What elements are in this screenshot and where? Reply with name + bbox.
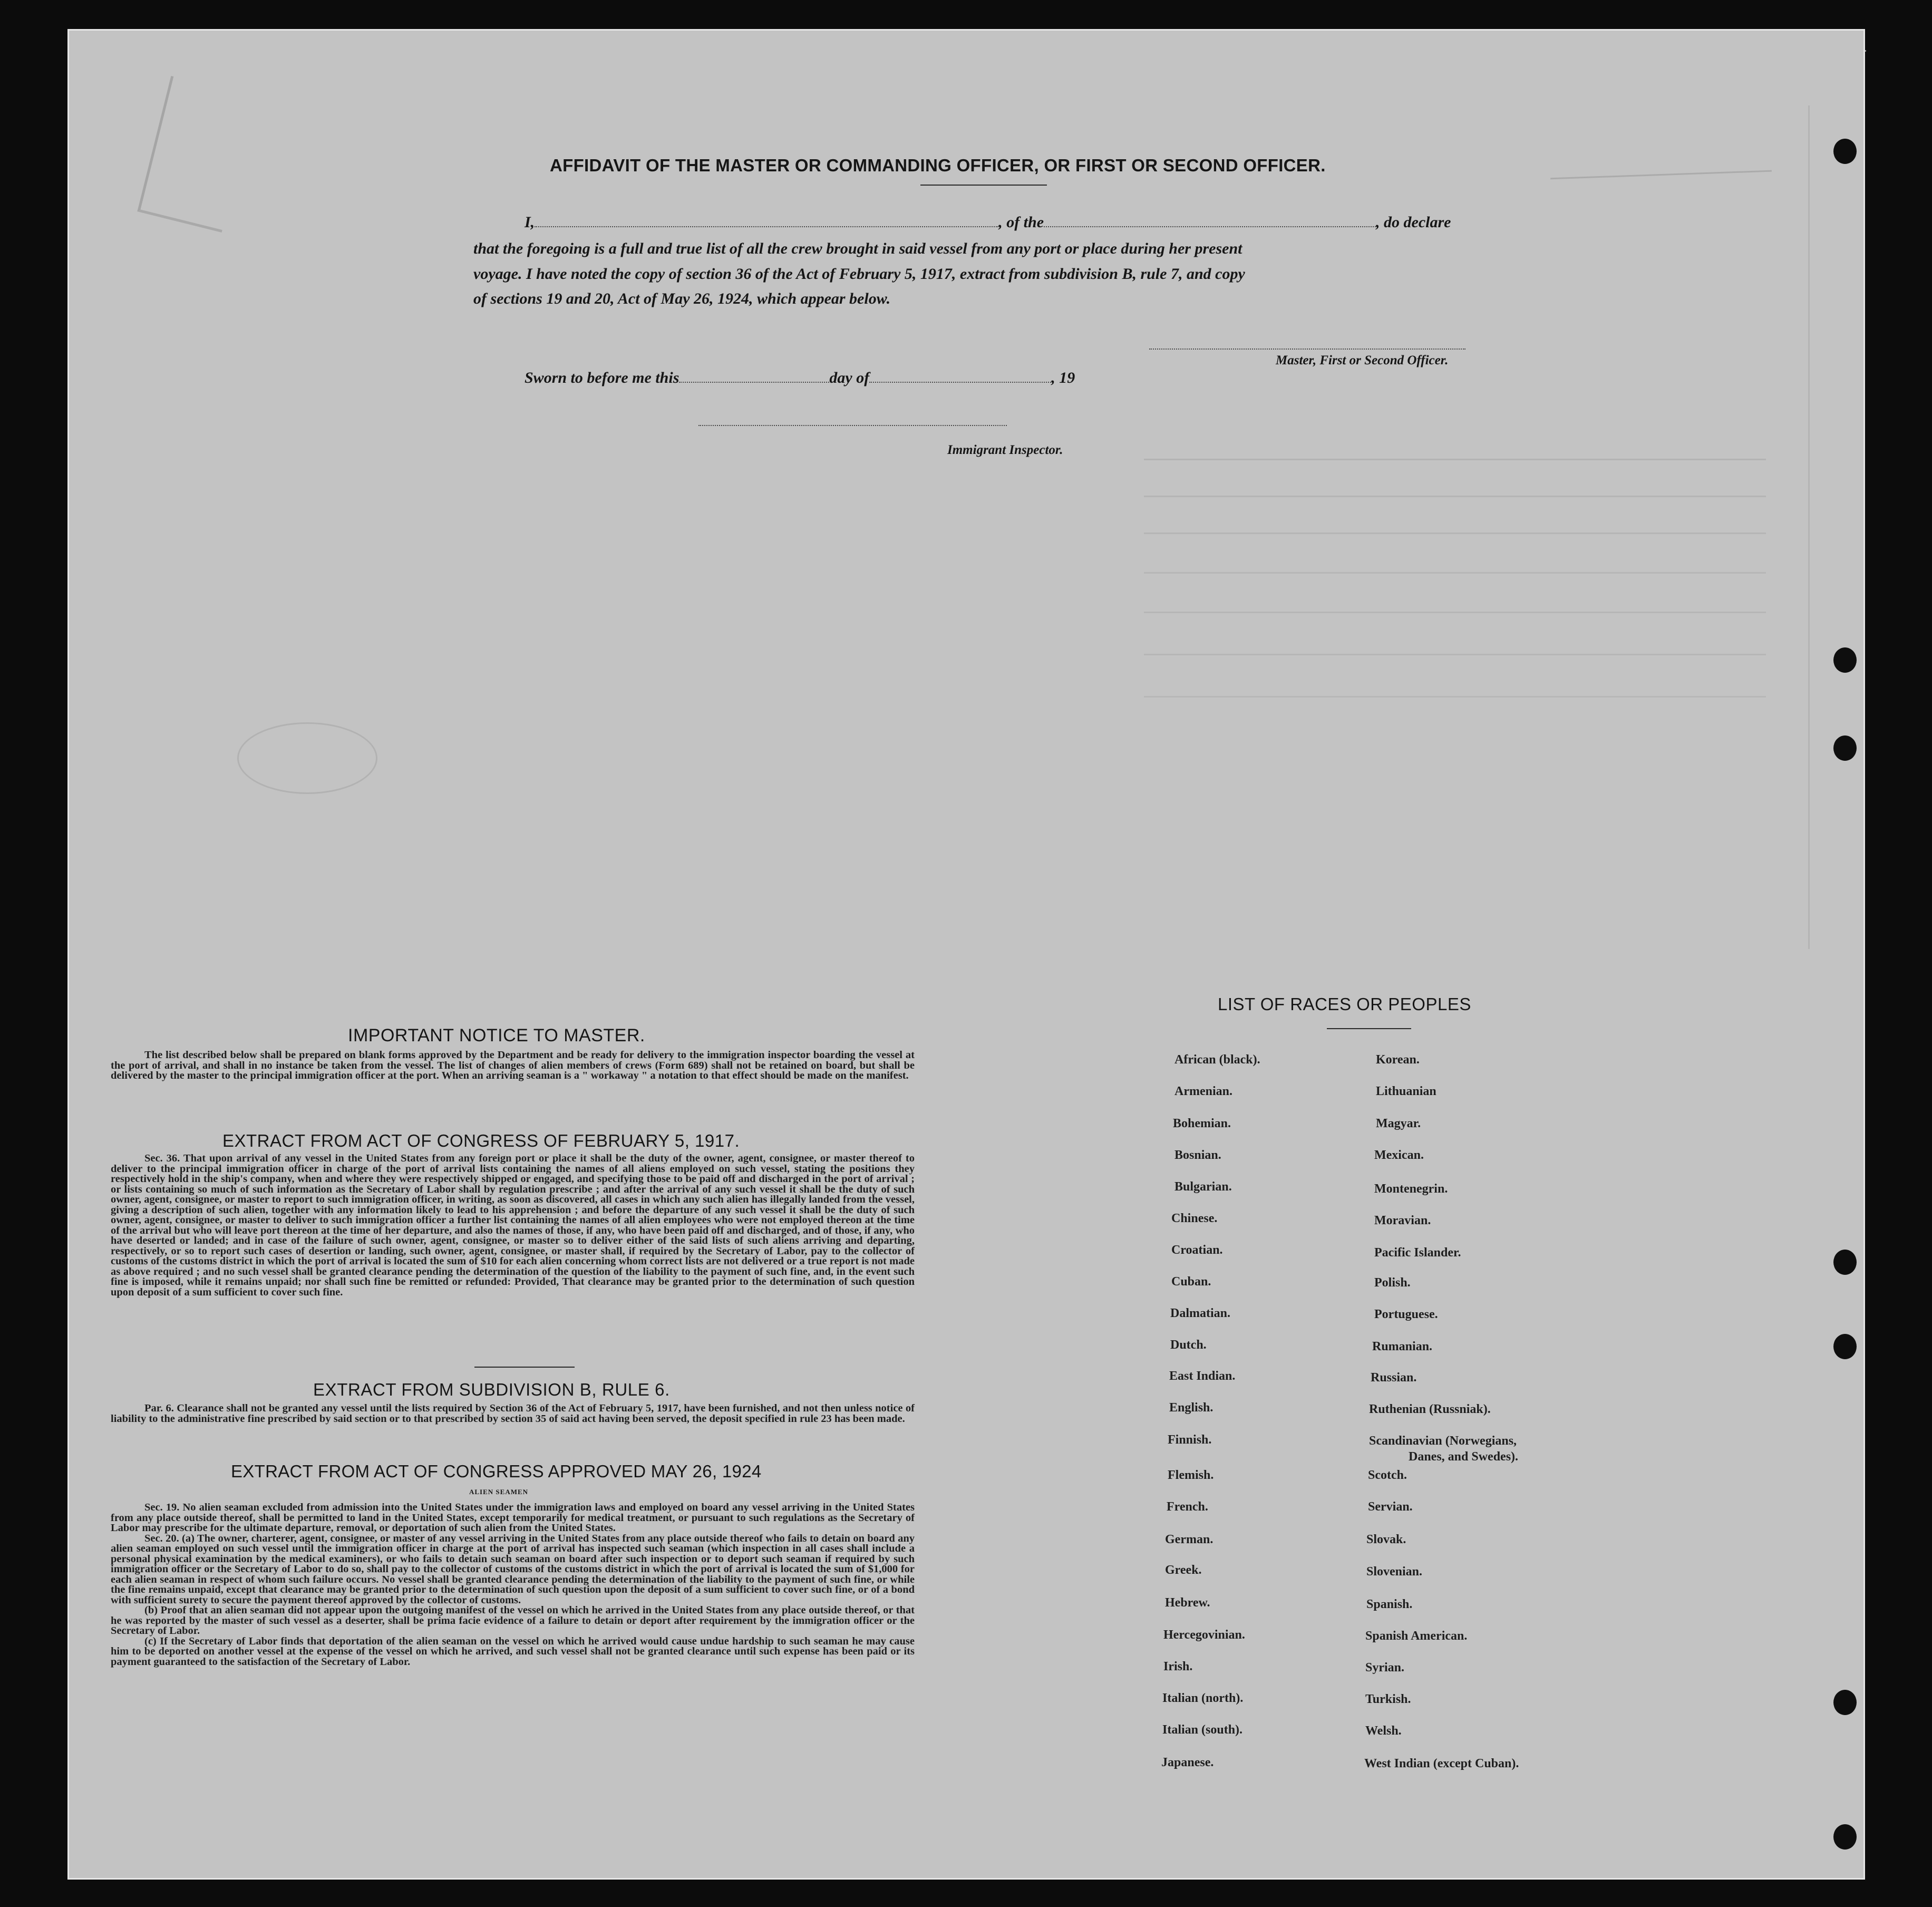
affidavit-line-1 bbox=[525, 214, 1451, 231]
sworn-day-of: day of bbox=[829, 369, 870, 386]
race-right-item: Ruthenian (Russniak). bbox=[1369, 1402, 1491, 1416]
race-left-item: Finnish. bbox=[1168, 1433, 1212, 1447]
punch-hole bbox=[1833, 647, 1857, 673]
extract-1924-subheading: ALIEN SEAMEN bbox=[469, 1488, 529, 1496]
race-left-item: Bosnian. bbox=[1174, 1148, 1221, 1162]
race-left-item: East Indian. bbox=[1169, 1369, 1236, 1383]
extract-rule6-text: Par. 6. Clearance shall not be granted any vessel until the lists required by Section 36 of the Act of February 5, 1917, have been furnished, and not then unless notice of liability to the administrative fine prescribed by said section or to that prescribed by section 35 of said act having been served, the deposit specified in rule 23 has been made. bbox=[111, 1402, 915, 1425]
sworn-line bbox=[525, 369, 1075, 387]
race-left-item: Chinese. bbox=[1171, 1212, 1218, 1225]
extract-1924-heading: EXTRACT FROM ACT OF CONGRESS APPROVED MAY 26, 1924 bbox=[231, 1461, 762, 1481]
punch-hole bbox=[1833, 139, 1857, 164]
punch-hole bbox=[1833, 735, 1857, 761]
race-right-item: Polish. bbox=[1374, 1276, 1411, 1290]
section-divider bbox=[474, 1367, 575, 1368]
affidavit-title: AFFIDAVIT OF THE MASTER OR COMMANDING OFFICER, OR FIRST OR SECOND OFFICER. bbox=[550, 156, 1326, 175]
inspector-signature-field[interactable] bbox=[698, 422, 1007, 426]
affidavit-line-3: voyage. I have noted the copy of section 36 of the Act of February 5, 1917, extract from subdivision B, rule 7, and copy bbox=[473, 265, 1245, 283]
race-right-item: Mexican. bbox=[1374, 1148, 1424, 1162]
affidavit-line-2: that the foregoing is a full and true list of all the crew brought in said vessel from any port or place during her present bbox=[473, 240, 1242, 257]
punch-hole bbox=[1833, 1250, 1857, 1275]
race-right-item: West Indian (except Cuban). bbox=[1364, 1757, 1519, 1770]
extract-1917-text: Sec. 36. That upon arrival of any vessel in the United States from any foreign port or place it shall be the duty of the owner, agent, consignee, or master thereof to deliver to the principal immigration officer in charge of the port of arrival lists containing the names of all aliens employed on such vessel, stating the positions they respectively hold in the ship's company, when and where they were respectively shipped or engaged, and specifying those to be paid off and discharged in the port of arrival ; or lists containing so much of such information as the Secretary of Labor shall by regulation prescribe ; and after the arrival of any such vessel it shall be the duty of such owner, agent, consignee, or master to report to such immigration officer, in writing, as soon as discovered, all cases in which any such alien has illegally landed from the vessel, giving a description of such alien, together with any information likely to lead to his apprehension ; and before the departure of any such vessel it shall be the duty of such owner, agent, consignee, or master to deliver to such immigration officer a further list containing the names of all alien employees who were not employed thereon at the time of the arrival but who will leave port thereon at the time of her departure, and also the names of those, if any, who have been paid off and discharged, and of those, if any, who have deserted or landed; and in case of the failure of such owner, agent, consignee, or master so to deliver either of the said lists of such aliens arriving and departing, respectively, or so to report such cases of desertion or landing, such owner, agent, consignee, or master shall, if required by the Secretary of Labor, pay to the collector of customs of the customs district in which the port of arrival is located the sum of $10 for each alien concerning whom correct lists are not delivered or a true report is not made as above required ; and no such vessel shall be granted clearance pending the determination of the question of the liability to the payment of such fine, and, in the event such fine is imposed, while it remains unpaid; nor shall such fine be remitted or refunded: Provided, That clearance may be granted prior to the determination of such question upon deposit of a sum sufficient to cover such fine. bbox=[111, 1153, 915, 1298]
race-right-item: Syrian. bbox=[1365, 1661, 1405, 1674]
affidavit-i-label: I, bbox=[525, 214, 535, 231]
race-right-item: Magyar. bbox=[1376, 1117, 1421, 1130]
sworn-prefix: Sworn to before me this bbox=[525, 369, 679, 386]
extract-rule6-heading: EXTRACT FROM SUBDIVISION B, RULE 6. bbox=[313, 1380, 670, 1399]
extract-1924-sec20b: (b) Proof that an alien seaman did not appear upon the outgoing manifest of the vessel on which he arrived in the United States from any place outside thereof, or that he was reported by the master of such vessel as a deserter, shall be prima facie evidence of a failure to detain or deport after requirement by the immigration officer or the Secretary of Labor. bbox=[111, 1604, 915, 1637]
race-right-item: Pacific Islander. bbox=[1374, 1246, 1461, 1260]
extract-1917-body bbox=[111, 1154, 915, 1298]
affidavit-declare-label: , do declare bbox=[1376, 214, 1451, 231]
important-notice-body bbox=[111, 1050, 915, 1081]
race-right-item: Lithuanian bbox=[1376, 1085, 1436, 1098]
sworn-day-field[interactable] bbox=[679, 379, 829, 383]
race-left-item: Bohemian. bbox=[1173, 1117, 1231, 1130]
race-left-item: Dalmatian. bbox=[1170, 1306, 1230, 1320]
race-left-item: French. bbox=[1167, 1500, 1208, 1514]
race-right-item: Moravian. bbox=[1374, 1214, 1431, 1227]
affidavit-of-the-label: , of the bbox=[998, 214, 1044, 231]
race-left-item: Japanese. bbox=[1161, 1756, 1214, 1769]
extract-1917-heading: EXTRACT FROM ACT OF CONGRESS OF FEBRUARY 5, 1917. bbox=[222, 1131, 740, 1150]
race-left-item: Cuban. bbox=[1171, 1275, 1211, 1289]
race-right-item: Turkish. bbox=[1365, 1692, 1411, 1706]
punch-hole bbox=[1833, 1824, 1857, 1850]
race-left-item: Irish. bbox=[1163, 1660, 1193, 1673]
race-left-item: Bulgarian. bbox=[1174, 1180, 1232, 1194]
punch-hole bbox=[1833, 1334, 1857, 1359]
extract-1924-sec20c: (c) If the Secretary of Labor finds that deportation of the alien seaman on the vessel on which he arrived would cause undue hardship to such seaman he may cause him to be deported on another vessel at the expense of the vessel on which he arrived, and such vessel shall not be granted clearance until such expense has been paid or its payment guaranteed to the satisfaction of the Secretary of Labor. bbox=[111, 1635, 915, 1668]
important-notice-heading: IMPORTANT NOTICE TO MASTER. bbox=[348, 1025, 645, 1046]
race-right-item: Slovenian. bbox=[1366, 1565, 1423, 1579]
important-notice-text: The list described below shall be prepared on blank forms approved by the Department and be ready for delivery to the immigration inspector boarding the vessel at the port of arrival, and shall in no instance be taken from the vessel. The list of changes of alien members of crews (Form 689) shall not be retained on board, but shall be delivered by the master to the principal immigration officer at the port. When an arriving seaman is a " workaway " a notation to that effect should be made on the manifest. bbox=[111, 1049, 915, 1081]
race-left-item: Italian (south). bbox=[1162, 1723, 1243, 1737]
race-left-item: Flemish. bbox=[1168, 1468, 1214, 1482]
race-right-item: Korean. bbox=[1376, 1053, 1420, 1067]
race-left-item: Croatian. bbox=[1171, 1243, 1223, 1257]
race-right-item: Servian. bbox=[1368, 1500, 1413, 1514]
race-right-item: Portuguese. bbox=[1374, 1308, 1438, 1321]
race-left-item: German. bbox=[1165, 1533, 1213, 1546]
master-signature-field[interactable] bbox=[1149, 345, 1465, 350]
extract-rule6-body bbox=[111, 1403, 915, 1424]
extract-1924-sec19: Sec. 19. No alien seaman excluded from admission into the United States under the immigration laws and employed on board any vessel arriving in the United States from any place outside thereof, shall be permitted to land in the United States, except temporarily for medical treatment, or pursuant to such regulations as the Secretary of Labor may prescribe for the ultimate departure, removal, or deportation of such alien from the United States. bbox=[111, 1502, 915, 1534]
race-right-item: Russian. bbox=[1371, 1371, 1417, 1385]
race-right-item: Scotch. bbox=[1368, 1468, 1407, 1482]
race-right-item: Danes, and Swedes). bbox=[1409, 1450, 1519, 1464]
race-left-item: Dutch. bbox=[1170, 1338, 1207, 1352]
race-right-item: Rumanian. bbox=[1372, 1340, 1433, 1353]
race-left-item: Hercegovinian. bbox=[1163, 1628, 1245, 1642]
punch-hole bbox=[1833, 1690, 1857, 1715]
race-right-item: Spanish American. bbox=[1365, 1629, 1468, 1643]
race-left-item: Italian (north). bbox=[1162, 1691, 1244, 1705]
extract-1924-body bbox=[111, 1503, 915, 1667]
race-right-item: Welsh. bbox=[1365, 1724, 1402, 1738]
race-right-item: Montenegrin. bbox=[1374, 1182, 1448, 1196]
races-heading: LIST OF RACES OR PEOPLES bbox=[1218, 994, 1471, 1014]
race-left-item: English. bbox=[1169, 1401, 1213, 1415]
master-signature-caption: Master, First or Second Officer. bbox=[1276, 353, 1449, 367]
races-heading-rule bbox=[1327, 1028, 1411, 1029]
race-right-item: Slovak. bbox=[1366, 1533, 1406, 1546]
affidavit-line-4: of sections 19 and 20, Act of May 26, 1924, which appear below. bbox=[473, 290, 891, 307]
extract-1924-sec20a: Sec. 20. (a) The owner, charterer, agent, consignee, or master of any vessel arriving in the United States from any place outside thereof who fails to detain on board any alien seaman employed on such vessel until the immigration officer in charge at the port of arrival has inspected such seaman (which inspection in all cases shall include a personal physical examination by the medical examiners), or who fails to detain such seaman on board after such inspection or to deport such seaman if required by such immigration officer or the Secretary of Labor to do so, shall pay to the collector of customs of the customs district in which the port of arrival is located the sum of $1,000 for each alien seaman in respect of whom such failure occurs. No vessel shall be granted clearance pending the determination of the liability to the payment of such fine, or while the fine remains unpaid, except that clearance may be granted prior to the determination of such question upon the deposit of a sum sufficient to cover such fine, or of a bond with sufficient surety to secure the payment thereof approved by the collector of customs. bbox=[111, 1532, 915, 1606]
race-left-item: African (black). bbox=[1174, 1053, 1260, 1067]
master-name-field[interactable] bbox=[535, 223, 998, 227]
affidavit-title-rule bbox=[920, 185, 1047, 186]
race-left-item: Greek. bbox=[1165, 1563, 1202, 1577]
race-right-item: Scandinavian (Norwegians, bbox=[1369, 1434, 1517, 1448]
vessel-name-field[interactable] bbox=[1044, 223, 1376, 227]
race-left-item: Hebrew. bbox=[1165, 1596, 1210, 1610]
inspector-caption: Immigrant Inspector. bbox=[947, 443, 1063, 457]
race-right-item: Spanish. bbox=[1366, 1598, 1413, 1611]
sworn-month-field[interactable] bbox=[869, 379, 1051, 383]
sworn-year: , 19 bbox=[1051, 369, 1075, 386]
race-left-item: Armenian. bbox=[1174, 1085, 1232, 1098]
